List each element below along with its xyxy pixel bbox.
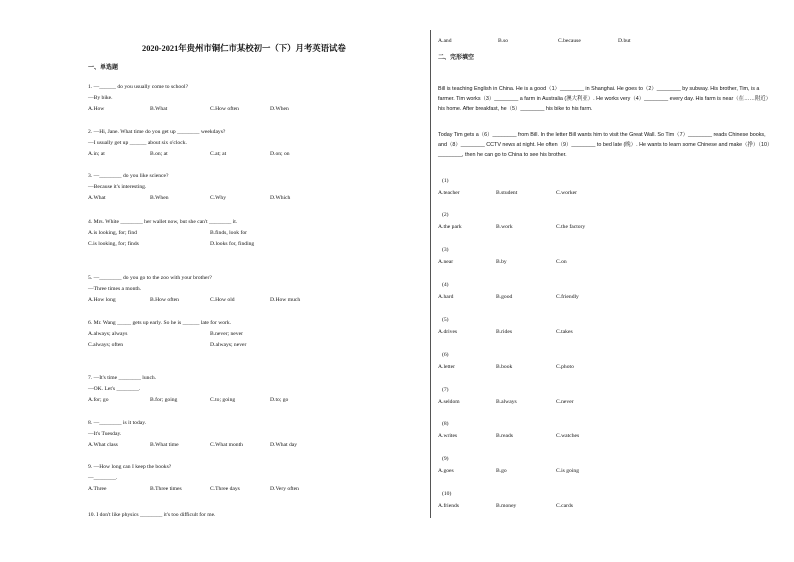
option-8-1: B.What time [150,442,179,448]
cloze-number-1: (1) [442,178,449,184]
option-9-3: D.Very often [270,486,299,492]
cloze-5-option-0: A.drives [438,329,458,335]
question-3-line2: —Because it's interesting. [88,184,147,190]
question-8: 8. —________ is it today. [88,420,147,426]
question-9: 9. —How long can I keep the books? [88,464,172,470]
cloze-9-option-1: B.go [496,468,507,474]
cloze-4-option-2: C.friendly [556,294,579,300]
cloze-7-option-1: B.always [496,399,517,405]
cloze-4-option-0: A.hard [438,294,454,300]
q10-option-2: C.because [558,38,581,44]
cloze-8-option-0: A.writes [438,433,458,439]
cloze-6-option-0: A.letter [438,364,455,370]
option-5-3: D.How much [270,297,301,303]
cloze-2-option-2: C.the factory [556,224,586,230]
cloze-5-option-1: B.rides [496,329,513,335]
option-2-1: B.on; at [150,151,168,157]
question-7-line2: —OK. Let's ________. [88,386,141,392]
option-1-3: D.When [270,106,289,112]
option-2-0: A.in; at [88,151,105,157]
option-9-0: A.Three [88,486,107,492]
option-3-2: C.Why [210,195,227,201]
option-3-1: B.When [150,195,169,201]
cloze-7-option-2: C.never [556,399,574,405]
question-9-line2: —________. [88,475,118,481]
cloze-number-9: (9) [442,456,449,462]
question-3: 3. —________ do you like science? [88,173,169,179]
option-8-0: A.What class [88,442,118,448]
option-3-3: D.Which [270,195,291,201]
question-8-line2: —It's Tuesday. [88,431,122,437]
cloze-7-option-0: A.seldom [438,399,460,405]
option-5-0: A.How long [88,297,116,303]
cloze-4-option-1: B.good [496,294,513,300]
cloze-1-option-2: C.worker [556,190,577,196]
cloze-6-option-1: B.book [496,364,513,370]
cloze-6-option-2: C.photo [556,364,574,370]
option-4-0: A.is looking, for; find [88,230,137,236]
question-4: 4. Mrs. White ________ her wallet now, but she can't ________ it. [88,219,238,225]
option-1-0: A.How [88,106,105,112]
q10-option-3: D.but [618,38,631,44]
option-6-3: D.always; never [210,342,247,348]
cloze-2-option-1: B.work [496,224,513,230]
option-4-2: C.is looking, for; finds [88,241,139,247]
option-6-2: C.always; often [88,342,124,348]
cloze-3-option-0: A.near [438,259,454,265]
option-9-2: C.Three days [210,486,240,492]
cloze-5-option-2: C.takes [556,329,573,335]
question-5-line2: —Three times a month. [88,286,142,292]
question-2-line2: —I usually get up ______ about six o'clock. [88,140,187,146]
cloze-number-5: (5) [442,317,449,323]
question-5: 5. —________ do you go to the zoo with your brother? [88,275,212,281]
option-3-0: A.What [88,195,106,201]
column-divider [430,30,431,518]
cloze-10-option-2: C.cards [556,503,573,509]
option-2-3: D.on; on [270,151,290,157]
option-6-0: A.always; always [88,331,128,337]
cloze-10-option-0: A.friends [438,503,459,509]
cloze-10-option-1: B.money [496,503,517,509]
cloze-3-option-2: C.on [556,259,567,265]
cloze-number-8: (8) [442,421,449,427]
cloze-number-4: (4) [442,282,449,288]
option-6-1: B.never; never [210,331,243,337]
option-4-1: B.finds, look for [210,230,247,236]
question-7: 7. —It's time ________ lunch. [88,375,157,381]
section-heading-cloze: 二、完形填空 [438,55,475,61]
option-5-2: C.How old [210,297,235,303]
question-1-line2: —By bike. [88,95,113,101]
cloze-8-option-2: C.watches [556,433,580,439]
cloze-number-6: (6) [442,352,449,358]
q10-option-1: B.so [498,38,509,44]
right-column [436,0,776,562]
option-2-2: C.at; at [210,151,227,157]
option-8-3: D.What day [270,442,298,448]
option-9-1: B.Three times [150,486,182,492]
q10-option-0: A.and [438,38,452,44]
cloze-8-option-1: B.reads [496,433,513,439]
option-1-2: C.How often [210,106,239,112]
cloze-3-option-1: B.by [496,259,507,265]
left-column [86,0,426,562]
cloze-number-2: (2) [442,212,449,218]
cloze-number-7: (7) [442,387,449,393]
option-7-0: A.for; go [88,397,109,403]
option-7-2: C.to; going [210,397,236,403]
option-7-1: B.for; going [150,397,178,403]
cloze-passage-2: Today Tim gets a（6）________ from Bill. In the letter Bill wants him to visit the Great Wall. So Tim（7）________ reads Chinese books, and（8）________ CCTV news at night. He often（9）________ to bed late (晚）. He wants to learn some Chinese and make（挣）（10）________, then he can go to China to see his brother. [438,132,770,158]
cloze-number-3: (3) [442,247,449,253]
cloze-9-option-0: A.goes [438,468,454,474]
question-6: 6. Mr. Wang _____ gets up early. So he is ______ late for work. [88,320,232,326]
cloze-number-10: (10) [442,491,452,497]
option-4-3: D.looks for, finding [210,241,255,247]
option-5-1: B.How often [150,297,179,303]
cloze-passage-1: Bill is teaching English in China. He is a good（1）________ in Shanghai. He goes to（2）________ by subway. His brother, Tim, is a farmer. Tim works（3）________ a farm in Australia (澳大利亚）. He works very（4）________ every day. His farm is near（在……附近）his home. After breakfast, he（5）________ his bike to his farm. [438,86,769,112]
cloze-2-option-0: A.the park [438,224,462,230]
cloze-1-option-0: A.teacher [438,190,460,196]
question-1: 1. —______ do you usually come to school? [88,84,189,90]
cloze-9-option-2: C.is going [556,468,580,474]
option-7-3: D.to; go [270,397,289,403]
option-8-2: C.What month [210,442,243,448]
cloze-1-option-1: B.student [496,190,518,196]
option-1-1: B.What [150,106,168,112]
question-2: 2. —Hi, Jane. What time do you get up ________ weekdays? [88,129,226,135]
section-heading-single-choice: 一、单选题 [88,65,119,71]
page-title: 2020-2021年贵州市铜仁市某校初一（下）月考英语试卷 [142,44,346,53]
question-10: 10. I don't like physics ________ it's too difficult for me. [88,512,216,518]
